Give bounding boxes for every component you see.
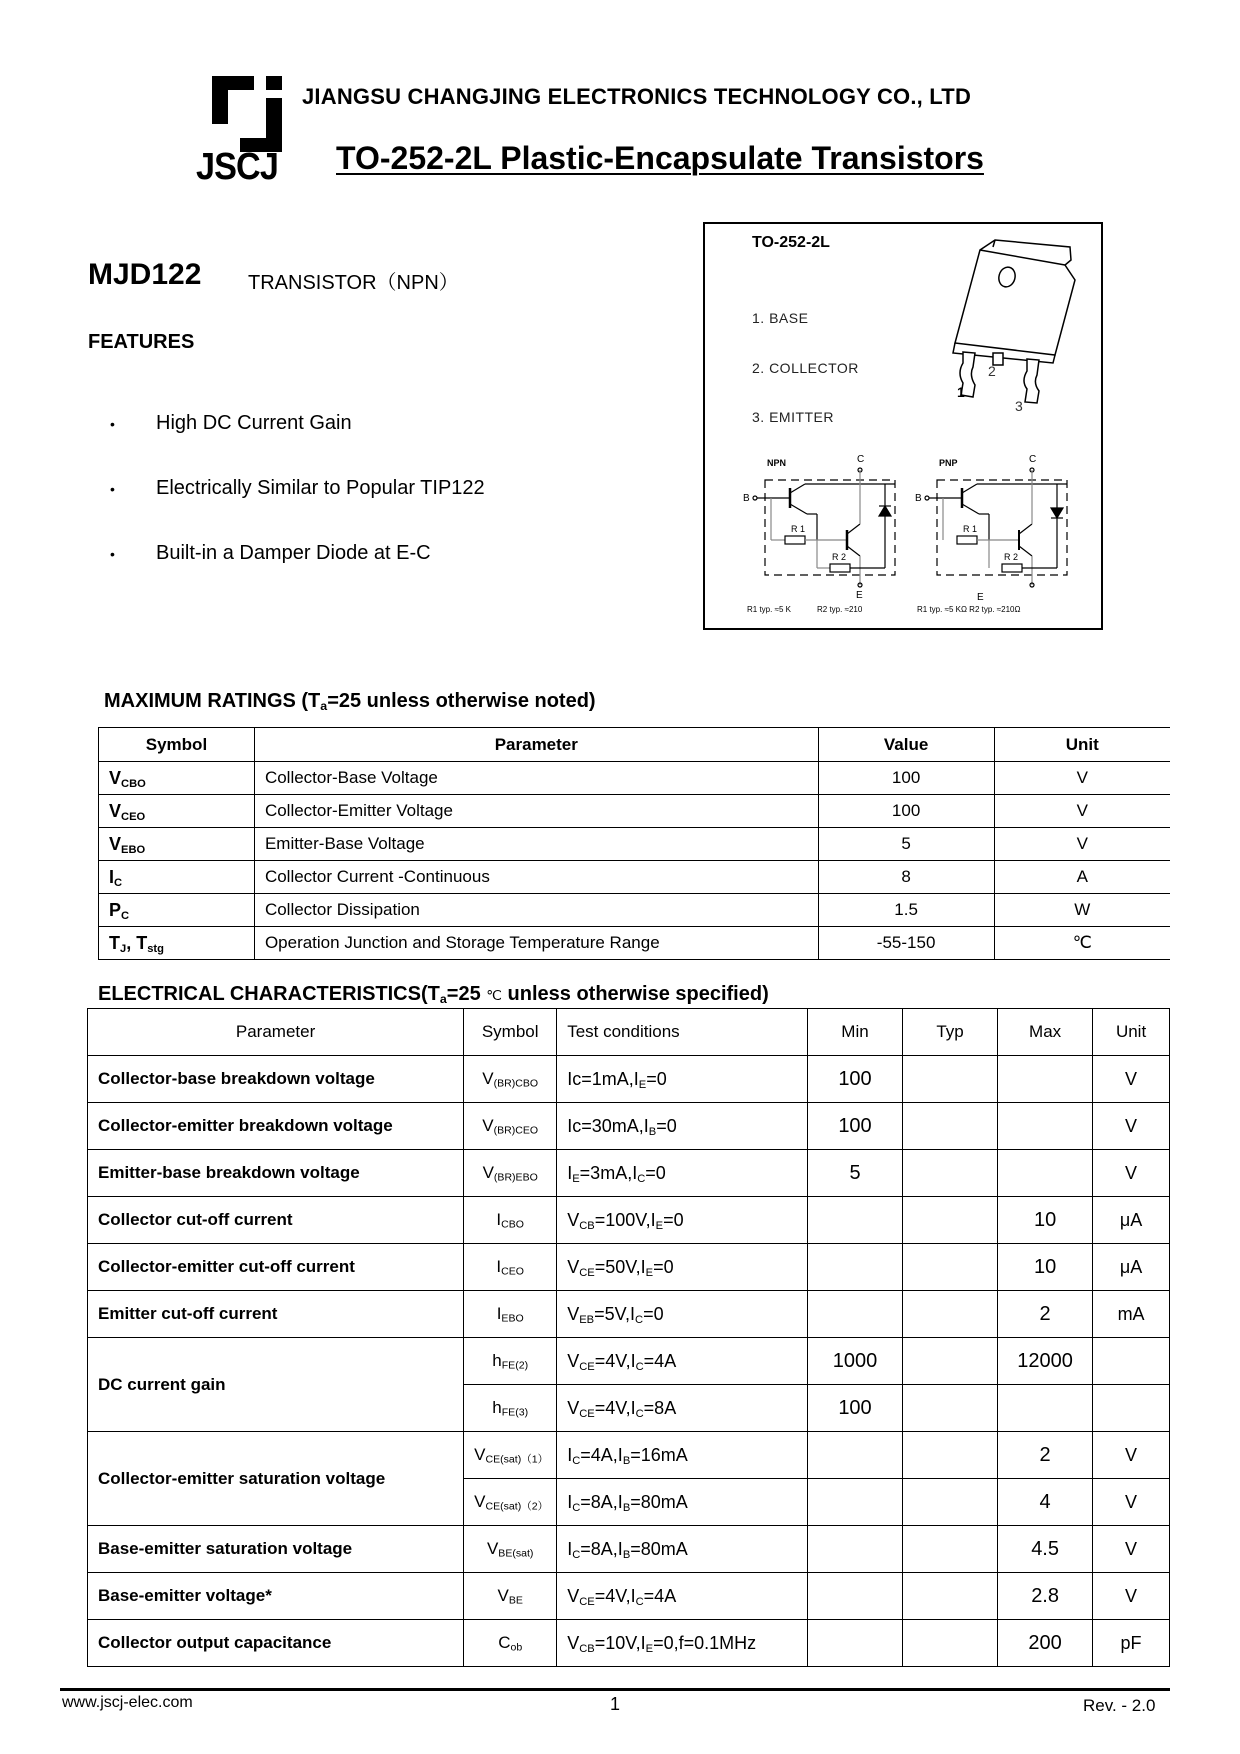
electrical-characteristics-heading: ELECTRICAL $CHARACTERISTICS(T_a=25$ ℃ unless otherwise specified) bbox=[98, 983, 769, 1007]
bullet-icon: • bbox=[110, 480, 115, 497]
logo-wordmark: JSCJ bbox=[196, 146, 278, 188]
column-header: Unit bbox=[994, 728, 1170, 762]
table-row: $V_{CBO}$ Collector-Base Voltage 100 V bbox=[99, 762, 1171, 795]
table-row: $V_{CEO}$ Collector-Emitter Voltage 100 V bbox=[99, 795, 1171, 828]
table-row: $P_C$ Collector Dissipation 1.5 W bbox=[99, 894, 1171, 927]
npn-circuit bbox=[743, 454, 895, 614]
electrical-characteristics-table bbox=[87, 1008, 1170, 1667]
table-row: $h_{FE(3)}$ $V_{CE}=4V,I_C=8A$ 100 bbox=[88, 1385, 1170, 1432]
to252-package-icon bbox=[935, 235, 1105, 425]
svg-text:R 2: R 2 bbox=[1004, 552, 1019, 562]
table-row: Collector output capacitance $C_{ob}$ $V_{CB}=10V,I_E=0,f=0.1MHz$ 200 pF bbox=[88, 1620, 1170, 1667]
pin-number: 2 bbox=[988, 363, 996, 379]
column-header: Parameter bbox=[88, 1009, 464, 1056]
feature-item: • High DC Current Gain bbox=[110, 412, 352, 434]
feature-item: • Built-in a Damper Diode at E-C bbox=[110, 542, 431, 564]
table-row: Collector cut-off current $I_{CBO}$ $V_{CB}=100V,I_E=0$ 10 μA bbox=[88, 1197, 1170, 1244]
svg-text:R2 typ. ≈210: R2 typ. ≈210 bbox=[817, 605, 863, 614]
table-header-row bbox=[88, 1009, 1170, 1056]
feature-item: • Electrically Similar to Popular TIP122 bbox=[110, 477, 485, 499]
part-type: TRANSISTOR（NPN） bbox=[248, 272, 459, 294]
column-header: Max bbox=[998, 1009, 1093, 1056]
table-row: $I_C$ Collector Current -Continuous 8 A bbox=[99, 861, 1171, 894]
max-ratings-heading: MAXIMUM RATINGS ($T_a=25$ unless otherwise noted) bbox=[104, 690, 596, 714]
svg-text:PNP: PNP bbox=[939, 458, 958, 468]
equivalent-circuit-diagram bbox=[735, 448, 1095, 618]
column-header: Unit bbox=[1093, 1009, 1170, 1056]
svg-text:B: B bbox=[915, 493, 922, 504]
column-header: Typ bbox=[903, 1009, 998, 1056]
table-row: Base-emitter saturation voltage $V_{BE(sat)}$ $I_C=8A,I_B=80mA$ 4.5 V bbox=[88, 1526, 1170, 1573]
page-number: 1 bbox=[610, 1694, 621, 1714]
pin-label: 1. BASE bbox=[752, 310, 809, 326]
column-header: Symbol bbox=[99, 728, 255, 762]
column-header: Value bbox=[818, 728, 994, 762]
svg-text:R 2: R 2 bbox=[832, 552, 847, 562]
table-row: Collector-base breakdown voltage $V_{(BR)CBO}$ $Ic=1mA,I_E=0$ 100 V bbox=[88, 1056, 1170, 1103]
svg-text:C: C bbox=[1029, 454, 1037, 465]
document-title: TO-252-2L Plastic-Encapsulate Transistors bbox=[336, 140, 984, 176]
pin-label: 3. EMITTER bbox=[752, 409, 835, 425]
svg-text:E: E bbox=[856, 590, 863, 601]
column-header: Min bbox=[807, 1009, 902, 1056]
table-row: Base-emitter voltage* $V_{BE}$ $V_{CE}=4V,I_C=4A$ 2.8 V bbox=[88, 1573, 1170, 1620]
column-header: Symbol bbox=[464, 1009, 557, 1056]
footer-website-link[interactable]: www.jscj-elec.com bbox=[62, 1694, 193, 1711]
column-header: Parameter bbox=[254, 728, 818, 762]
max-ratings-table bbox=[98, 727, 1170, 960]
footer-divider bbox=[60, 1688, 1170, 1691]
part-number: MJD122 bbox=[88, 258, 202, 291]
svg-text:R1 typ. ≈5 K: R1 typ. ≈5 K bbox=[747, 605, 791, 614]
table-row: Collector-emitter saturation voltage $V_{CE(sat)(1)}$ $I_C=4A,I_B=16mA$ 2 V bbox=[88, 1432, 1170, 1479]
pnp-circuit bbox=[915, 454, 1067, 614]
table-row: $V_{CE(sat)(2)}$ $I_C=8A,I_B=80mA$ 4 V bbox=[88, 1479, 1170, 1526]
table-row: DC current gain $h_{FE(2)}$ $V_{CE}=4V,I_C=4A$ 1000 12000 bbox=[88, 1338, 1170, 1385]
table-row: Emitter-base breakdown voltage $V_{(BR)EBO}$ $I_E=3mA,I_C=0$ 5 V bbox=[88, 1150, 1170, 1197]
svg-text:NPN: NPN bbox=[767, 458, 787, 468]
pin-number: 1 bbox=[957, 384, 965, 400]
svg-text:B: B bbox=[743, 493, 750, 504]
table-header-row bbox=[99, 728, 1171, 762]
table-row: Collector-emitter breakdown voltage $V_{(BR)CEO}$ $Ic=30mA,I_B=0$ 100 V bbox=[88, 1103, 1170, 1150]
table-row: $V_{EBO}$ Emitter-Base Voltage 5 V bbox=[99, 828, 1171, 861]
revision-label: Rev. - 2.0 bbox=[1083, 1696, 1156, 1715]
bullet-icon: • bbox=[110, 415, 115, 432]
company-logo-icon bbox=[212, 76, 288, 152]
package-name: TO-252-2L bbox=[752, 234, 830, 251]
column-header: Test conditions bbox=[557, 1009, 808, 1056]
svg-text:R 1: R 1 bbox=[963, 524, 978, 534]
svg-text:C: C bbox=[857, 454, 865, 465]
company-name: JIANGSU CHANGJING ELECTRONICS TECHNOLOGY CO., LTD bbox=[302, 84, 972, 109]
svg-text:R1 typ. ≈5 KΩ R2 typ. ≈210Ω: R1 typ. ≈5 KΩ R2 typ. ≈210Ω bbox=[917, 605, 1021, 614]
table-row: $T_J$, $T_{stg}$ Operation Junction and Storage Temperature Range -55-150 ℃ bbox=[99, 927, 1171, 960]
svg-text:E: E bbox=[977, 592, 984, 603]
svg-text:R 1: R 1 bbox=[791, 524, 806, 534]
table-row: Collector-emitter cut-off current $I_{CEO}$ $V_{CE}=50V,I_E=0$ 10 μA bbox=[88, 1244, 1170, 1291]
table-row: Emitter cut-off current $I_{EBO}$ $V_{EB}=5V,I_C=0$ 2 mA bbox=[88, 1291, 1170, 1338]
pin-number: 3 bbox=[1015, 398, 1023, 414]
bullet-icon: • bbox=[110, 545, 115, 562]
features-heading: FEATURES bbox=[88, 331, 195, 353]
pin-label: 2. COLLECTOR bbox=[752, 360, 859, 376]
